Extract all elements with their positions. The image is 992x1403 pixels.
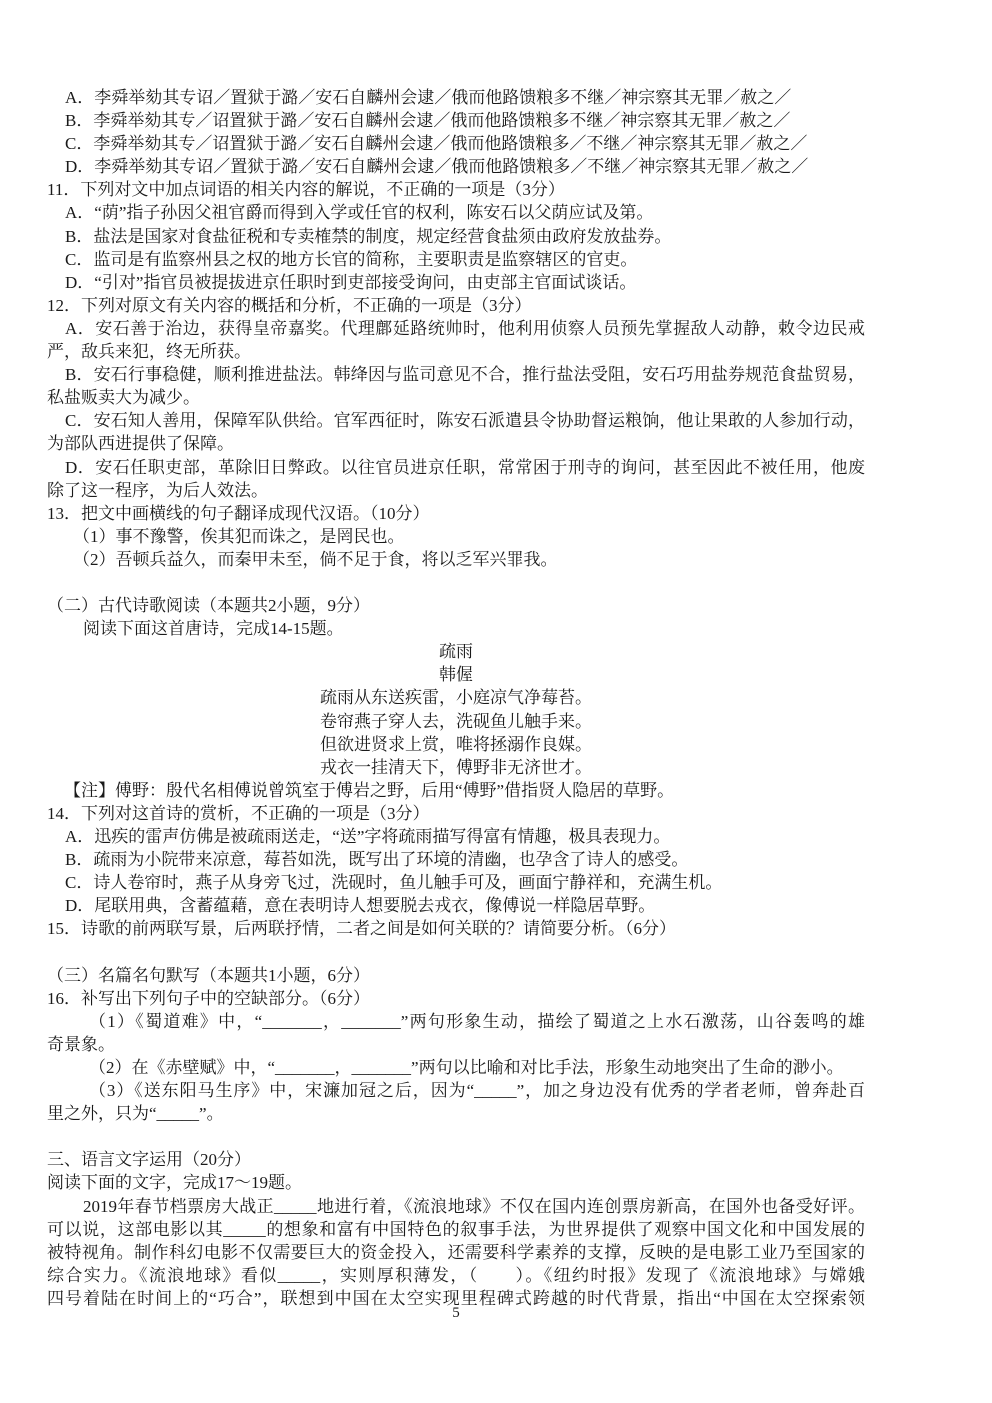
text-line: 可以说，这部电影以其_____的想象和富有中国特色的叙事手法，为世界提供了观察中国文化和中国发展的 (47, 1219, 865, 1239)
text-line: D．尾联用典，含蓄蕴藉，意在表明诗人想要脱去戎衣，像傅说一样隐居草野。 (65, 896, 656, 916)
text-line: 【注】傅野：殷代名相傅说曾筑室于傅岩之野，后用“傅野”借指贤人隐居的草野。 (64, 780, 675, 800)
text-line: 疏雨从东送疾雷，小庭凉气净莓苔。 (320, 688, 592, 708)
text-line: D．李舜举劾其专诏／置狱于潞／安石自麟州会逮／俄而他路馈粮多／不继／神宗察其无罪／赦之／ (65, 157, 809, 177)
text-line: 里之外，只为“_____”。 (47, 1104, 224, 1124)
text-line: 奇景象。 (47, 1034, 115, 1054)
blank-line (47, 1125, 865, 1148)
text-line: 三、语言文字运用（20分） (47, 1150, 251, 1170)
text-line: （2）吾顿兵益久，而秦甲未至，倘不足于食，将以乏军兴罪我。 (73, 549, 558, 569)
text-line: C．监司是有监察州县之权的地方长官的简称，主要职责是监察辖区的官吏。 (65, 249, 638, 269)
text-line: （3）《送东阳马生序》中，宋濂加冠之后，因为“_____”，加之身边没有优秀的学者老师，曾奔赴百 (89, 1081, 865, 1101)
text-line: 阅读下面这首唐诗，完成14-15题。 (83, 619, 344, 639)
blank-line (47, 940, 865, 963)
text-line: A．安石善于治边，获得皇帝嘉奖。代理鄜延路统帅时，他利用侦察人员预先掌握敌人动静，敕令边民戒 (65, 318, 865, 338)
text-line: 四号着陆在时间上的“巧合”，联想到中国在太空实现里程碑式跨越的时代背景，指出“中国在太空探索领 (47, 1288, 865, 1308)
text-line: 2019年春节档票房大战正_____地进行着，《流浪地球》不仅在国内连创票房新高，在国外也备受好评。 (83, 1196, 865, 1216)
text-line: B．盐法是国家对食盐征税和专卖榷禁的制度，规定经营食盐须由政府发放盐券。 (65, 226, 672, 246)
text-line: 16．补写出下列句子中的空缺部分。（6分） (47, 988, 370, 1008)
text-line: 戎衣一挂清天下，傅野非无济世才。 (320, 757, 592, 777)
text-line: B．安石行事稳健，顺利推进盐法。韩绛因与监司意见不合，推行盐法受阻，安石巧用盐券规范食盐贸易， (65, 365, 865, 385)
text-line: 综合实力。《流浪地球》看似_____，实则厚积薄发，（ ）。《纽约时报》发现了《流浪地球》与嫦娥 (47, 1265, 865, 1285)
text-line: （1）《蜀道难》中，“_______，_______”两句形象生动，描绘了蜀道之上水石激荡，山谷轰鸣的雄 (89, 1011, 865, 1031)
text-line: 15．诗歌的前两联写景，后两联抒情，二者之间是如何关联的？请简要分析。（6分） (47, 919, 676, 939)
text-line: （二）古代诗歌阅读（本题共2小题，9分） (47, 596, 370, 616)
page-number: 5 (452, 1305, 460, 1321)
text-line: 12．下列对原文有关内容的概括和分析，不正确的一项是（3分） (47, 295, 532, 315)
text-line: 疏雨 (439, 642, 473, 662)
text-line: （1）事不豫警，俟其犯而诛之，是罔民也。 (73, 526, 405, 546)
text-line: 阅读下面的文字，完成17～19题。 (47, 1173, 302, 1193)
text-line: A．“荫”指子孙因父祖官爵而得到入学或任官的权利，陈安石以父荫应试及第。 (65, 203, 654, 223)
text-line: C．诗人卷帘时，燕子从身旁飞过，洗砚时，鱼儿触手可及，画面宁静祥和，充满生机。 (65, 873, 723, 893)
text-line: D．“引对”指官员被提拔进京任职时到吏部接受询问，由吏部主官面试谈话。 (65, 272, 637, 292)
text-line: D．安石任职吏部，革除旧日弊政。以往官员进京任职，常常困于刑寺的询问，甚至因此不被任用，他废 (65, 457, 865, 477)
document-content (47, 86, 865, 1310)
blank-line (47, 571, 865, 594)
text-line: （三）名篇名句默写（本题共1小题，6分） (47, 965, 370, 985)
text-line: 私盐贩卖大为减少。 (47, 388, 200, 408)
text-line: A．迅疾的雷声仿佛是被疏雨送走，“送”字将疏雨描写得富有情趣，极具表现力。 (65, 827, 671, 846)
text-line: 卷帘燕子穿人去，洗砚鱼儿触手来。 (320, 711, 592, 731)
text-line: 韩偓 (439, 665, 473, 685)
text-line: C．李舜举劾其专／诏置狱于潞／安石自麟州会逮／俄而他路馈粮多／不继／神宗察其无罪／赦之／ (65, 134, 808, 154)
text-line: 但欲进贤求上赏，唯将拯溺作良媒。 (320, 734, 592, 754)
text-line: 除了这一程序，为后人效法。 (47, 480, 268, 500)
text-line: 14．下列对这首诗的赏析，不正确的一项是（3分） (47, 803, 430, 823)
text-line: B．李舜举劾其专／诏置狱于潞／安石自麟州会逮／俄而他路馈粮多不继／神宗察其无罪／赦之／ (65, 111, 791, 131)
text-line: 11．下列对文中加点词语的相关内容的解说，不正确的一项是（3分） (47, 180, 565, 200)
text-line: A．李舜举劾其专诏／置狱于潞／安石自麟州会逮／俄而他路馈粮多不继／神宗察其无罪／赦之／ (65, 88, 792, 107)
text-line: 13．把文中画横线的句子翻译成现代汉语。（10分） (47, 503, 430, 523)
text-line: 被特视角。制作科幻电影不仅需要巨大的资金投入，还需要科学素养的支撑，反映的是电影工业乃至国家的 (47, 1242, 865, 1262)
text-line: （2）在《赤壁赋》中，“_______，_______”两句以比喻和对比手法，形象生动地突出了生命的渺小。 (89, 1057, 844, 1077)
text-line: 为部队西进提供了保障。 (47, 434, 234, 454)
text-line: C．安石知人善用，保障军队供给。官军西征时，陈安石派遣县令协助督运粮饷，他让果敢的人参加行动， (65, 411, 865, 431)
text-line: B．疏雨为小院带来凉意，莓苔如洗，既写出了环境的清幽，也孕含了诗人的感受。 (65, 850, 689, 870)
text-line: 严，敌兵来犯，终无所获。 (47, 342, 251, 362)
